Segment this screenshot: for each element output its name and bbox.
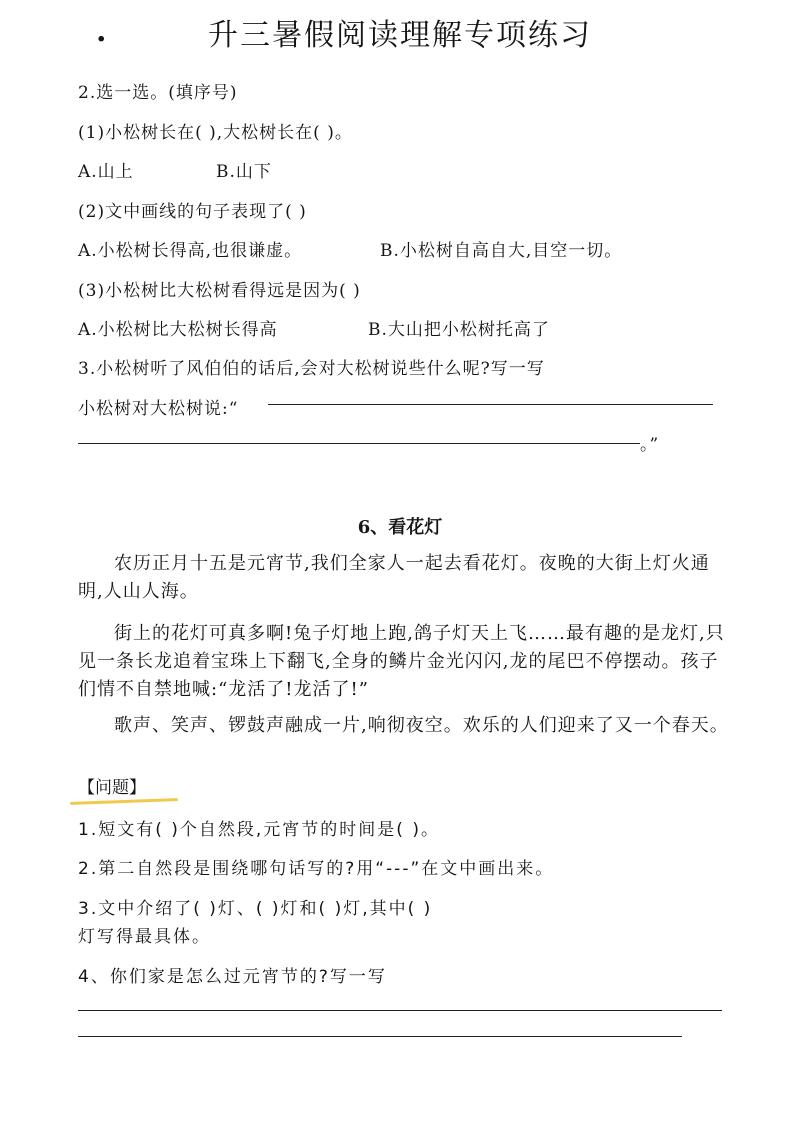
article-title: 6、看花灯 bbox=[357, 517, 443, 538]
question-2-2: (2)文中画线的句子表现了( ) bbox=[78, 202, 307, 222]
questions-heading: 【问题】 bbox=[78, 778, 146, 798]
answer-line[interactable] bbox=[268, 404, 713, 405]
option-2-3-b: B.大山把小松树托高了 bbox=[368, 320, 550, 340]
question-2-heading: 2.选一选。(填序号) bbox=[78, 83, 238, 103]
article-paragraph-1: 农历正月十五是元宵节,我们全家人一起去看花灯。夜晚的大街上灯火通明,人山人海。 bbox=[78, 553, 710, 602]
header-dot: . bbox=[96, 14, 107, 49]
answer-line[interactable] bbox=[78, 443, 640, 444]
answer-line[interactable] bbox=[78, 1010, 722, 1011]
question-2-3: (3)小松树比大松树看得远是因为( ) bbox=[78, 281, 361, 301]
question-3-line-2: 灯写得最具体。 bbox=[78, 927, 211, 947]
page-title: 升三暑假阅读理解专项练习 bbox=[208, 18, 592, 53]
question-1: 1.短文有( )个自然段,元宵节的时间是( )。 bbox=[78, 820, 440, 840]
question-2: 2.第二自然段是围绕哪句话写的?用“---”在文中画出来。 bbox=[78, 859, 555, 879]
option-2-2-a: A.小松树长得高,也很谦虚。 bbox=[78, 241, 303, 261]
option-2-3-a: A.小松树比大松树长得高 bbox=[78, 320, 278, 340]
option-2-1-a: A.山上 bbox=[78, 162, 134, 182]
article-paragraph-3: 歌声、笑声、锣鼓声融成一片,响彻夜空。欢乐的人们迎来了又一个春天。 bbox=[114, 715, 729, 736]
question-3-prompt: 小松树对大松树说:“ bbox=[78, 399, 239, 419]
question-2-1: (1)小松树长在( ),大松树长在( )。 bbox=[78, 123, 353, 143]
highlight-underline bbox=[70, 798, 178, 805]
article-paragraph-2: 街上的花灯可真多啊!兔子灯地上跑,鸽子灯天上飞……最有趣的是龙灯,只见一条长龙追着宝珠上下翻飞,全身的鳞片金光闪闪,龙的尾巴不停摆动。孩子们情不自禁地喊:“龙活了!龙活了!” bbox=[78, 623, 725, 700]
question-4: 4、你们家是怎么过元宵节的?写一写 bbox=[78, 967, 387, 987]
question-3: 3.小松树听了风伯伯的话后,会对大松树说些什么呢?写一写 bbox=[78, 359, 545, 379]
question-3-end-quote: 。” bbox=[640, 435, 660, 455]
answer-line[interactable] bbox=[78, 1036, 682, 1037]
question-3-line-1: 3.文中介绍了( )灯、( )灯和( )灯,其中( ) bbox=[78, 899, 433, 919]
option-2-1-b: B.山下 bbox=[216, 162, 272, 182]
option-2-2-b: B.小松树自高自大,目空一切。 bbox=[380, 241, 623, 261]
